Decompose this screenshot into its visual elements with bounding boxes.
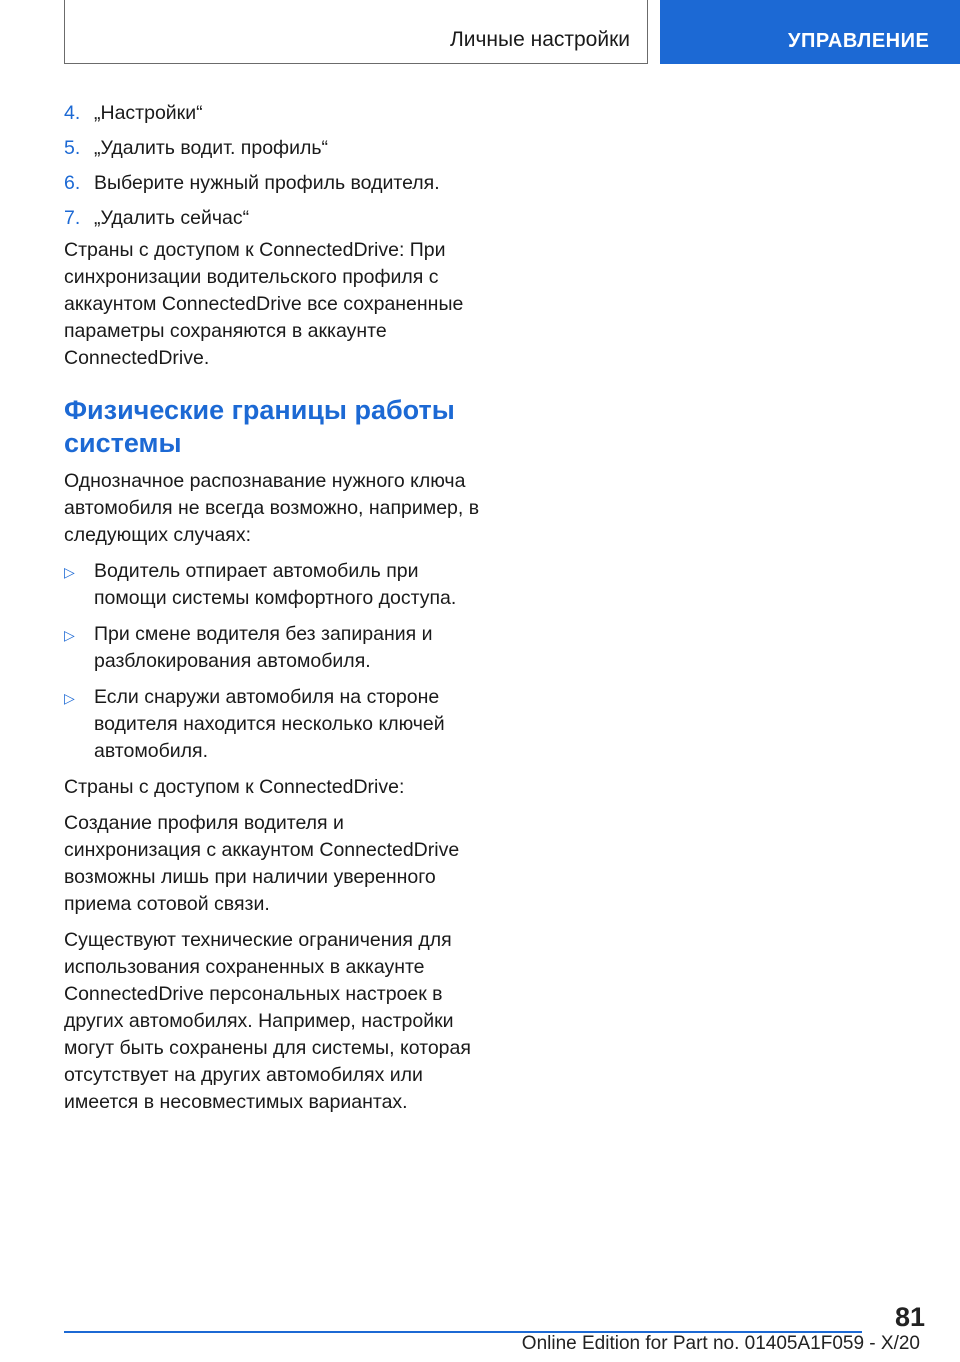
paragraph-limitations: Существуют технические ограничения для использования сохраненных в аккаунте ConnectedDrive персональных настроек в других автомобилях. Например, настройки могут быть сохранены для системы, которая отсутствует на других автомобилях или имеется в несовместимых вариантах. <box>64 929 471 1113</box>
step-text: „Удалить сейчас“ <box>94 207 250 229</box>
step-number: 7. <box>64 207 81 229</box>
triangle-bullet-icon: ▷ <box>64 690 75 706</box>
bullet-text: Водитель отпирает автомобиль при помощи системы комфортного доступа. <box>94 560 457 609</box>
chapter-tab[interactable]: УПРАВЛЕНИЕ <box>660 0 960 64</box>
step-text: Выберите нужный профиль водителя. <box>94 172 440 194</box>
triangle-bullet-icon: ▷ <box>64 627 75 643</box>
paragraph-intro: Однозначное распознавание нужного ключа автомобиля не всегда возможно, например, в следующих случаях: <box>64 470 480 546</box>
step-item <box>64 205 484 237</box>
step-item <box>64 100 484 135</box>
bullet-item <box>64 621 484 675</box>
bullet-text: Если снаружи автомобиля на стороне водителя находится несколько ключей автомобиля. <box>94 686 445 762</box>
step-text: „Настройки“ <box>94 102 203 124</box>
paragraph-profile-creation: Создание профиля водителя и синхронизация с аккаунтом ConnectedDrive возможны лишь при наличии уверенного приема сотовой связи. <box>64 812 460 915</box>
section-title: Личные настройки <box>449 28 630 51</box>
section-heading: Физические границы работы системы <box>64 395 455 458</box>
paragraph-connecteddrive-sync: Страны с доступом к ConnectedDrive: При синхронизации водительского профиля с аккаунтом ConnectedDrive все сохраненные параметры сохраняются в аккаунте ConnectedDrive. <box>64 239 464 369</box>
bullet-item <box>64 558 484 612</box>
triangle-bullet-icon: ▷ <box>64 564 75 580</box>
bullet-item <box>64 684 484 765</box>
step-number: 5. <box>64 137 81 159</box>
bullet-text: При смене водителя без запирания и разблокирования автомобиля. <box>94 623 433 672</box>
step-number: 6. <box>64 172 81 194</box>
step-number: 4. <box>64 102 81 124</box>
step-item <box>64 135 484 170</box>
step-item <box>64 170 484 205</box>
main-content <box>64 100 484 1125</box>
paragraph-countries: Страны с доступом к ConnectedDrive: <box>64 776 405 798</box>
page-number: 81 <box>895 1302 926 1332</box>
step-text: „Удалить водит. профиль“ <box>94 137 329 159</box>
footer-edition-text: Online Edition for Part no. 01405A1F059 - X/20 <box>521 1333 920 1354</box>
